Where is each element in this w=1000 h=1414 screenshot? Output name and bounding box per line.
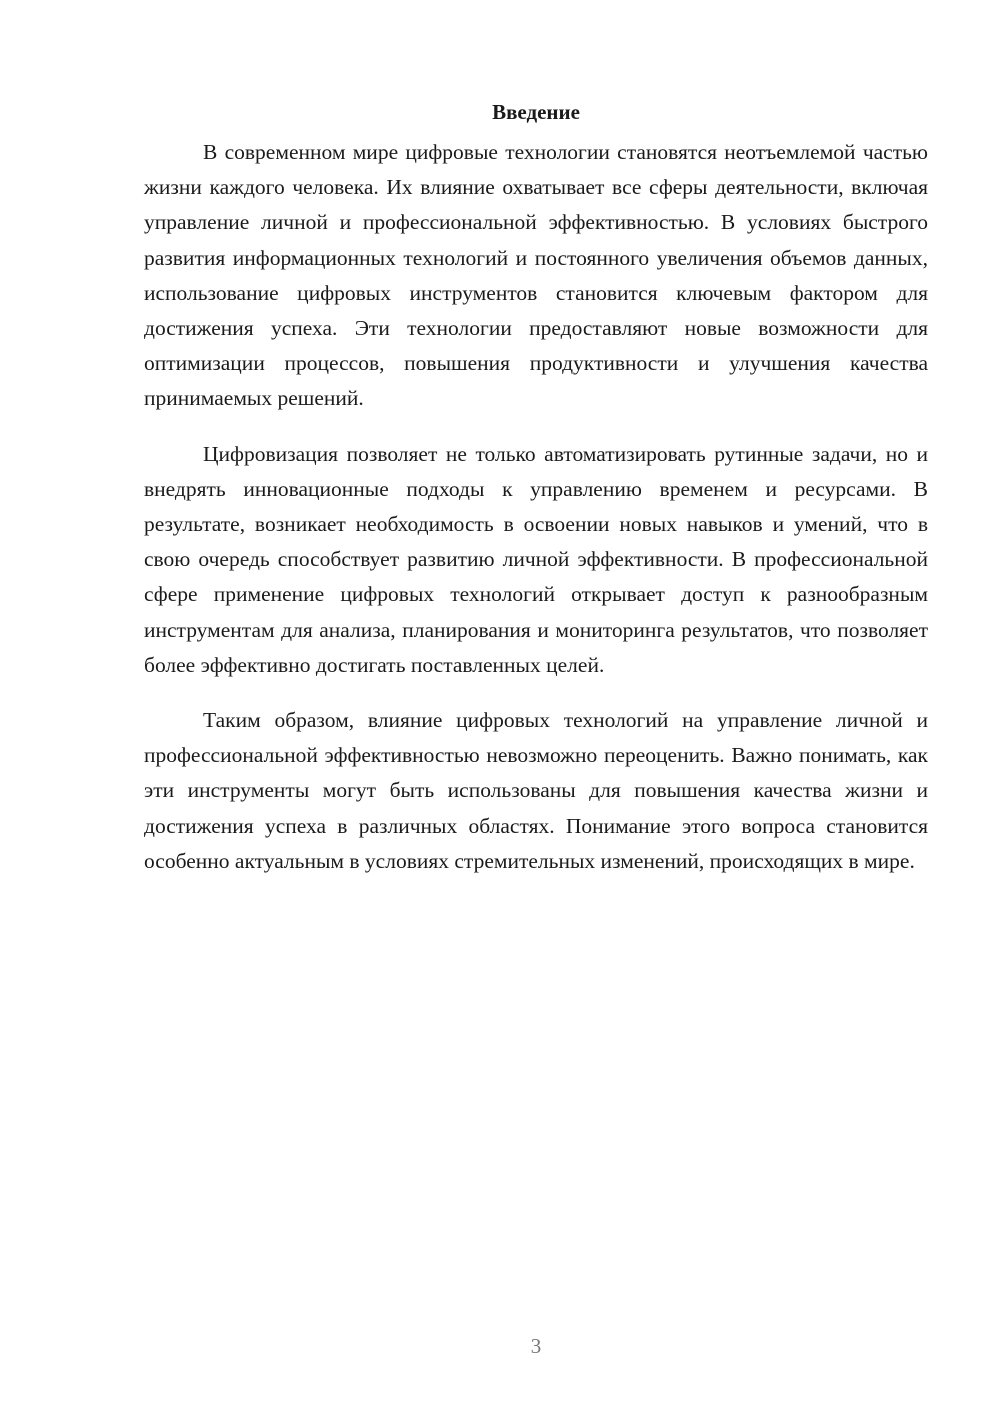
- paragraph-3: Таким образом, влияние цифровых технологий на управление личной и профессиональной эффективностью невозможно переоценить. Важно понимать, как эти инструменты могут быть использованы для повышения качества жизни и достижения успеха в различных областях. Понимание этого вопроса становится особенно актуальным в условиях стремительных изменений, происходящих в мире.: [144, 708, 928, 873]
- section-heading: Введение: [492, 100, 580, 124]
- paragraph-2: Цифровизация позволяет не только автоматизировать рутинные задачи, но и внедрять инновационные подходы к управлению временем и ресурсами. В результате, возникает необходимость в освоении новых навыков и умений, что в свою очередь способствует развитию личной эффективности. В профессиональной сфере применение цифровых технологий открывает доступ к разнообразным инструментам для анализа, планирования и мониторинга результатов, что позволяет более эффективно достигать поставленных целей.: [144, 441, 928, 677]
- page-number: 3: [530, 1334, 542, 1358]
- page-content: [144, 97, 928, 899]
- paragraph-1: В современном мире цифровые технологии становятся неотъемлемой частью жизни каждого человека. Их влияние охватывает все сферы деятельности, включая управление личной и профессиональной эффективностью. В условиях быстрого развития информационных технологий и постоянного увеличения объемов данных, использование цифровых инструментов становится ключевым фактором для достижения успеха. Эти технологии предоставляют новые возможности для оптимизации процессов, повышения продуктивности и улучшения качества принимаемых решений.: [144, 140, 928, 411]
